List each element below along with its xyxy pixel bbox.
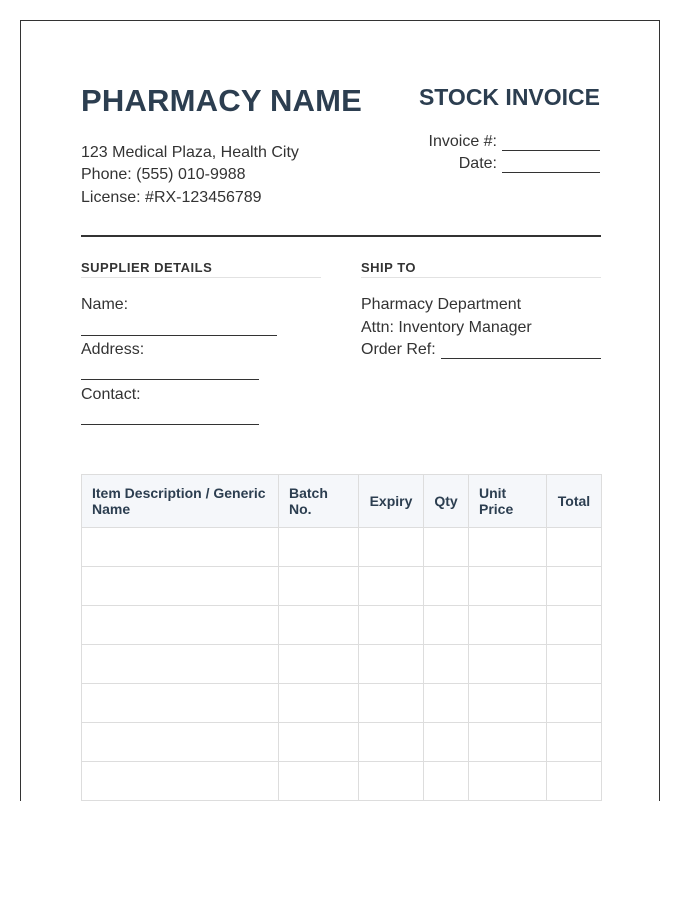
date-label: Date: [458, 155, 497, 172]
table-row [82, 723, 602, 762]
table-cell[interactable] [469, 762, 547, 801]
table-cell[interactable] [424, 528, 469, 567]
table-row [82, 645, 602, 684]
table-cell[interactable] [82, 684, 279, 723]
table-cell[interactable] [359, 606, 424, 645]
column-header-total: Total [547, 475, 602, 528]
column-header-qty: Qty [424, 475, 469, 528]
column-header-unit-price: Unit Price [469, 475, 547, 528]
supplier-name-label: Name: [81, 296, 129, 313]
table-cell[interactable] [82, 528, 279, 567]
column-header-item-description: Item Description / Generic Name [82, 475, 279, 528]
phone-line: Phone: (555) 010-9988 [81, 166, 246, 183]
table-cell[interactable] [279, 567, 359, 606]
date-blank[interactable] [502, 158, 600, 173]
table-cell[interactable] [82, 645, 279, 684]
table-cell[interactable] [424, 762, 469, 801]
table-cell[interactable] [359, 528, 424, 567]
date-row [459, 155, 600, 173]
items-table [81, 474, 602, 801]
column-header-batch-no: Batch No. [279, 475, 359, 528]
table-cell[interactable] [359, 723, 424, 762]
order-ref-blank[interactable] [441, 344, 601, 359]
ship-to-heading: SHIP TO [361, 260, 417, 275]
supplier-contact-label: Contact: [81, 386, 141, 403]
table-cell[interactable] [279, 645, 359, 684]
invoice-number-label: Invoice #: [428, 133, 497, 150]
invoice-title: STOCK INVOICE [418, 84, 600, 110]
table-cell[interactable] [469, 606, 547, 645]
table-cell[interactable] [82, 723, 279, 762]
table-cell[interactable] [279, 684, 359, 723]
table-cell[interactable] [424, 567, 469, 606]
supplier-heading: SUPPLIER DETAILS [81, 260, 213, 275]
column-header-expiry: Expiry [359, 475, 424, 528]
table-cell[interactable] [279, 762, 359, 801]
table-row [82, 684, 602, 723]
table-cell[interactable] [547, 606, 602, 645]
table-cell[interactable] [359, 645, 424, 684]
table-cell[interactable] [359, 567, 424, 606]
supplier-address-label: Address: [81, 341, 145, 358]
address-line: 123 Medical Plaza, Health City [81, 144, 299, 161]
supplier-contact-blank[interactable] [81, 424, 259, 425]
table-cell[interactable] [547, 645, 602, 684]
supplier-address-blank[interactable] [81, 379, 259, 380]
table-row [82, 606, 602, 645]
table-cell[interactable] [359, 684, 424, 723]
table-row [82, 528, 602, 567]
table-cell[interactable] [424, 684, 469, 723]
table-cell[interactable] [469, 723, 547, 762]
table-row [82, 762, 602, 801]
table-cell[interactable] [469, 684, 547, 723]
ship-to-attention: Attn: Inventory Manager [361, 319, 532, 336]
table-cell[interactable] [547, 684, 602, 723]
table-cell[interactable] [547, 762, 602, 801]
table-cell[interactable] [469, 645, 547, 684]
table-cell[interactable] [82, 606, 279, 645]
table-cell[interactable] [82, 762, 279, 801]
table-cell[interactable] [279, 528, 359, 567]
table-cell[interactable] [424, 645, 469, 684]
invoice-page [20, 20, 660, 801]
table-cell[interactable] [279, 606, 359, 645]
header-divider [81, 235, 601, 237]
table-header-row [82, 475, 602, 528]
ship-to-department: Pharmacy Department [361, 296, 522, 313]
supplier-name-blank[interactable] [81, 335, 277, 336]
supplier-heading-line [81, 277, 321, 278]
order-ref-label: Order Ref: [361, 341, 436, 358]
ship-to-heading-line [361, 277, 601, 278]
table-cell[interactable] [547, 567, 602, 606]
table-cell[interactable] [424, 606, 469, 645]
table-cell[interactable] [279, 723, 359, 762]
table-cell[interactable] [547, 723, 602, 762]
table-cell[interactable] [424, 723, 469, 762]
pharmacy-name: PHARMACY NAME [81, 83, 363, 118]
table-cell[interactable] [547, 528, 602, 567]
table-cell[interactable] [82, 567, 279, 606]
table-cell[interactable] [469, 567, 547, 606]
invoice-number-row [429, 133, 600, 151]
table-cell[interactable] [469, 528, 547, 567]
invoice-number-blank[interactable] [502, 136, 600, 151]
table-row [82, 567, 602, 606]
table-cell[interactable] [359, 762, 424, 801]
order-ref-row [361, 341, 601, 359]
license-line: License: #RX-123456789 [81, 189, 262, 206]
